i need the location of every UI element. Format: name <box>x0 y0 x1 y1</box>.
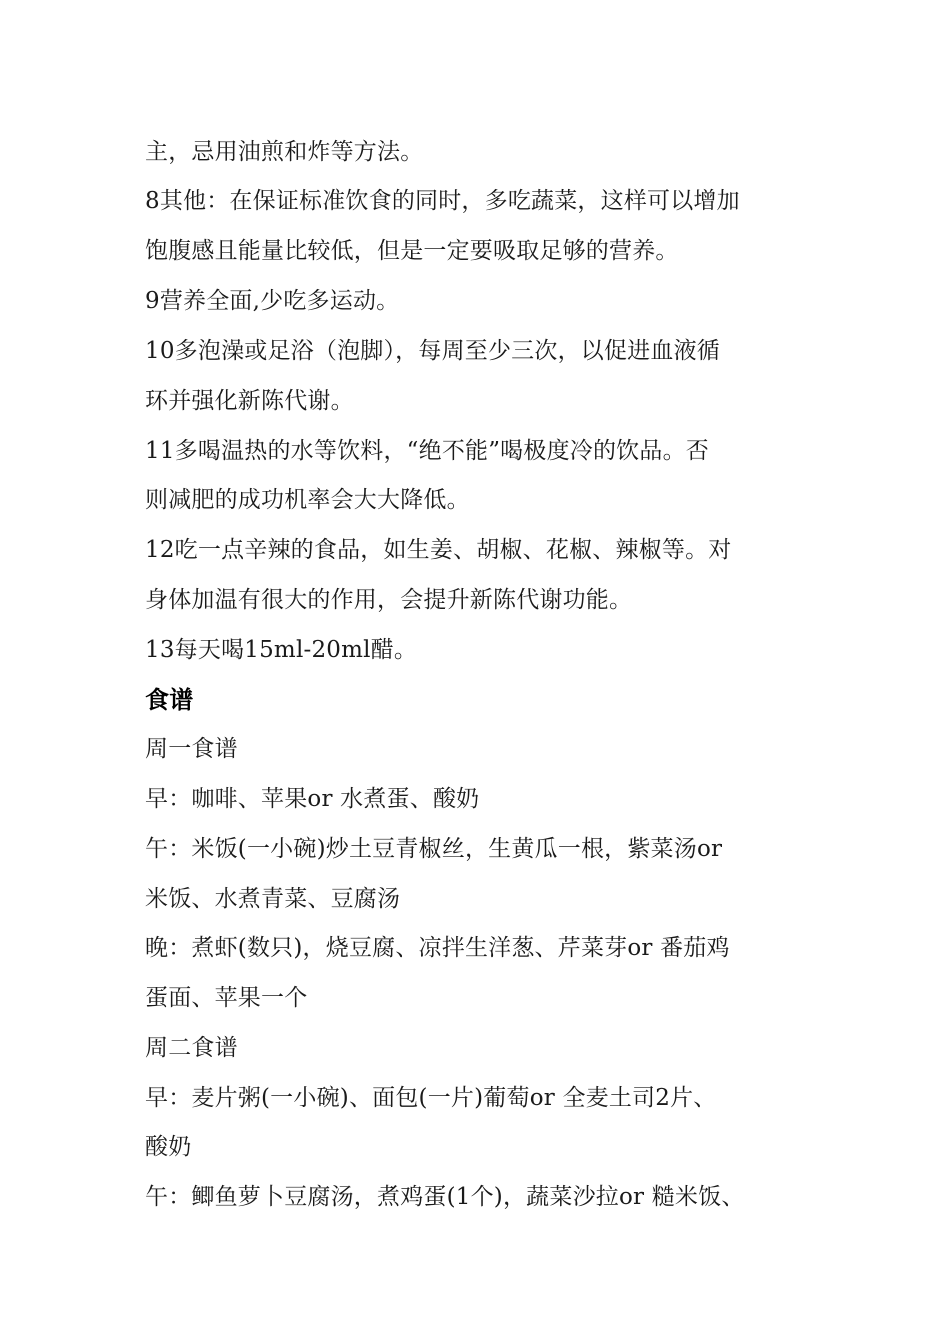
paragraph-line: 13每天喝15ml-20ml醋。 <box>145 637 418 663</box>
paragraph-line: 8其他：在保证标准饮食的同时，多吃蔬菜，这样可以增加 <box>145 188 740 214</box>
paragraph-line: 饱腹感且能量比较低，但是一定要吸取足够的营养。 <box>145 238 679 264</box>
day-title: 周一食谱 <box>145 736 238 762</box>
paragraph-line: 12吃一点辛辣的食品，如生姜、胡椒、花椒、辣椒等。对 <box>145 537 732 563</box>
paragraph-line: 晚：煮虾(数只)，烧豆腐、凉拌生洋葱、芹菜芽or 番茄鸡 <box>145 935 730 961</box>
paragraph-line: 早：咖啡、苹果or 水煮蛋、酸奶 <box>145 786 480 812</box>
paragraph-line: 午：鲫鱼萝卜豆腐汤，煮鸡蛋(1个)，蔬菜沙拉or 糙米饭、 <box>145 1184 745 1210</box>
paragraph-line: 主，忌用油煎和炸等方法。 <box>145 139 424 165</box>
day-title: 周二食谱 <box>145 1035 238 1061</box>
paragraph-line: 则减肥的成功机率会大大降低。 <box>145 487 470 513</box>
paragraph-line: 酸奶 <box>145 1134 192 1160</box>
paragraph-line: 9营养全面,少吃多运动。 <box>145 288 400 314</box>
paragraph-line: 身体加温有很大的作用，会提升新陈代谢功能。 <box>145 587 633 613</box>
paragraph-line: 米饭、水煮青菜、豆腐汤 <box>145 886 401 912</box>
section-heading: 食谱 <box>145 686 194 714</box>
paragraph-line: 11多喝温热的水等饮料，“绝不能”喝极度冷的饮品。否 <box>145 438 709 464</box>
paragraph-line: 蛋面、苹果一个 <box>145 985 308 1011</box>
paragraph-line: 10多泡澡或足浴（泡脚），每周至少三次，以促进血液循 <box>145 338 720 364</box>
paragraph-line: 环并强化新陈代谢。 <box>145 388 354 414</box>
paragraph-line: 午：米饭(一小碗)炒土豆青椒丝，生黄瓜一根，紫菜汤or <box>145 836 723 862</box>
paragraph-line: 早：麦片粥(一小碗)、面包(一片)葡萄or 全麦土司2片、 <box>145 1085 717 1111</box>
